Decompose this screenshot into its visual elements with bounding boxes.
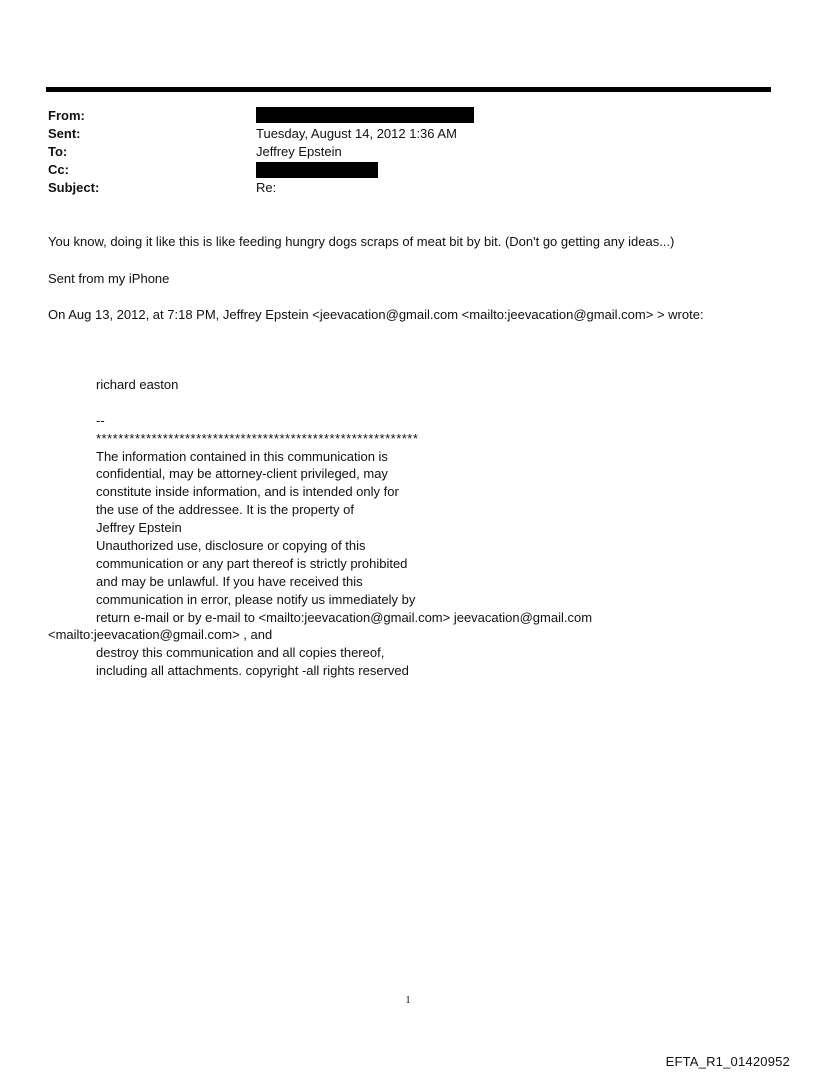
disclaimer-line: and may be unlawful. If you have received this (96, 573, 363, 589)
cc-label: Cc: (48, 162, 69, 177)
quoted-message (48, 376, 768, 680)
from-label: From: (48, 108, 85, 123)
sent-value: Tuesday, August 14, 2012 1:36 AM (256, 126, 457, 141)
disclaimer-line: destroy this communication and all copies thereof, (96, 645, 385, 661)
cc-row (48, 161, 768, 179)
disclaimer-line: Unauthorized use, disclosure or copying of this (96, 538, 366, 554)
to-row (48, 143, 768, 161)
quoted-text: richard easton (96, 377, 179, 392)
to-value: Jeffrey Epstein (256, 144, 342, 159)
disclaimer-line: including all attachments. copyright -all rights reserved (96, 663, 409, 679)
subject-label: Subject: (48, 180, 100, 195)
to-label: To: (48, 144, 68, 159)
quote-intro: On Aug 13, 2012, at 7:18 PM, Jeffrey Epstein <jeevacation@gmail.com <mailto:jeevacation@gmail.com> > wrote: (48, 307, 704, 322)
redaction-bar (256, 107, 474, 123)
disclaimer-wrap-line: <mailto:jeevacation@gmail.com> , and (48, 627, 273, 643)
disclaimer-line: communication in error, please notify us immediately by (96, 591, 416, 607)
sent-row (48, 125, 768, 143)
from-row (48, 107, 768, 125)
page-number: 1 (405, 994, 411, 1006)
spacer (48, 394, 768, 412)
document-id: EFTA_R1_01420952 (665, 1054, 790, 1069)
disclaimer-line: return e-mail or by e-mail to <mailto:jeevacation@gmail.com> jeevacation@gmail.com (96, 609, 593, 625)
redaction-bar (256, 162, 378, 178)
disclaimer-line: the use of the addressee. It is the property of (96, 502, 354, 518)
header-rule (46, 87, 771, 92)
email-header (48, 107, 768, 197)
asterisk-divider: ********************************************************** (96, 430, 419, 446)
disclaimer-line: Jeffrey Epstein (96, 520, 182, 536)
quoted-separator: -- (96, 412, 105, 428)
subject-value: Re: (256, 180, 277, 195)
message-body: You know, doing it like this is like feeding hungry dogs scraps of meat bit by bit. (Don't go getting any ideas...) (48, 234, 675, 249)
disclaimer-line: communication or any part thereof is strictly prohibited (96, 555, 408, 571)
disclaimer-line: constitute inside information, and is intended only for (96, 484, 399, 500)
subject-row (48, 179, 768, 197)
disclaimer-line: confidential, may be attorney-client privileged, may (96, 466, 388, 482)
sent-label: Sent: (48, 126, 81, 141)
disclaimer-line: The information contained in this communication is (96, 448, 388, 464)
signature-line: Sent from my iPhone (48, 271, 170, 286)
